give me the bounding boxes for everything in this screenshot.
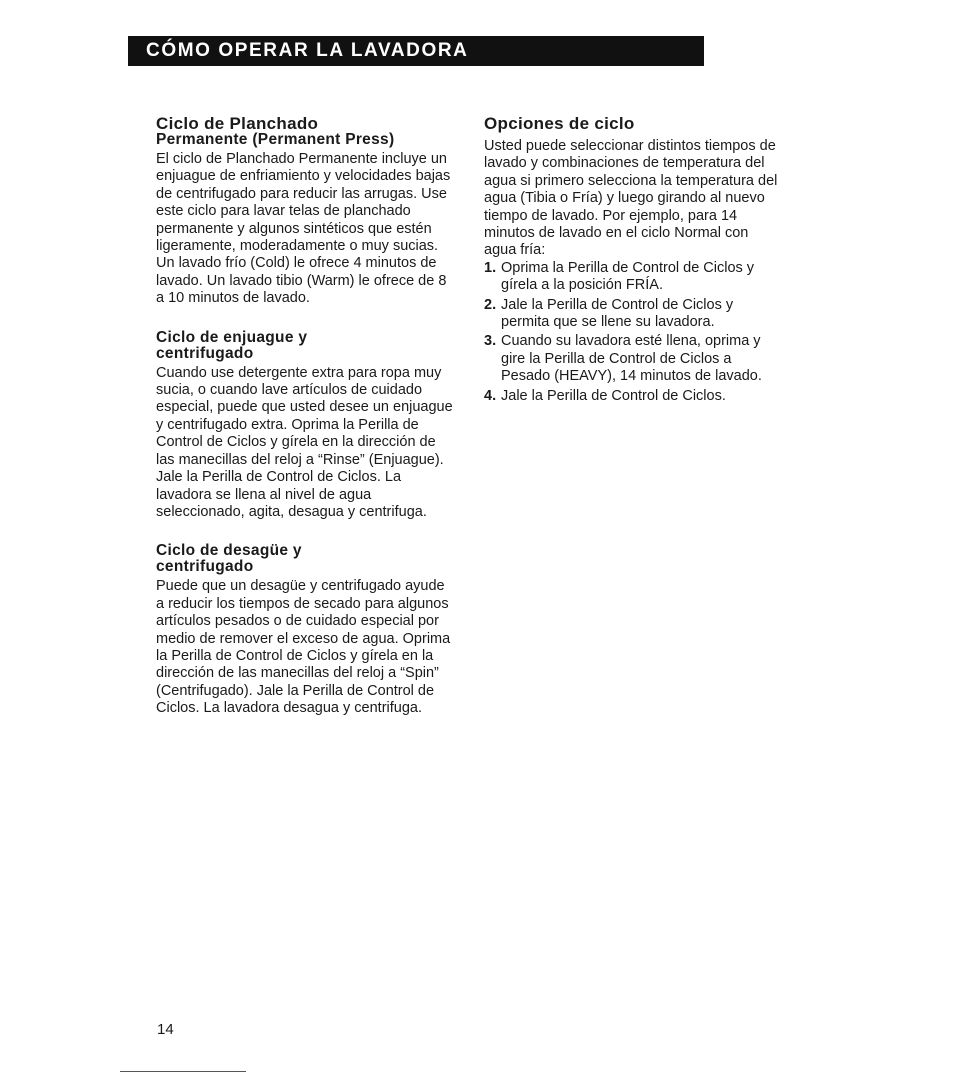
section-rinse-spin [156,330,456,522]
left-column [156,115,456,740]
step-text: Cuando su lavadora esté llena, oprima y gire la Perilla de Control de Ciclos a Pesado (HEAVY), 14 minutos de lavado. [501,333,762,385]
step-text: Jale la Perilla de Control de Ciclos. [501,387,726,404]
permanent-press-paragraph-2: Un lavado frío (Cold) le ofrece 4 minutos de lavado. Un lavado tibio (Warm) le ofrece de 8 a 10 minutos de lavado. [156,255,447,307]
rinse-spin-title-line1: Ciclo de enjuague y [156,328,308,346]
step-number: 4. [484,387,497,404]
step-item [484,260,784,295]
section-drain-spin [156,543,456,717]
step-number: 3. [484,333,497,350]
step-number: 2. [484,296,497,313]
step-item [484,297,784,332]
rinse-spin-title-line2: centrifugado [156,344,254,362]
right-column [484,115,784,427]
permanent-press-subtitle: Permanente (Permanent Press) [156,131,395,148]
footer-rule [120,1071,246,1072]
cycle-options-title: Opciones de ciclo [484,114,635,133]
drain-spin-title-line1: Ciclo de desagüe y [156,542,302,560]
step-text: Oprima la Perilla de Control de Ciclos y gírela a la posición FRÍA. [501,259,755,294]
section-banner [128,36,704,66]
step-item [484,333,784,385]
cycle-options-intro: Usted puede seleccionar distintos tiempos de lavado y combinaciones de temperatura del agua si primero selecciona la temperatura del agua (Tibia o Fría) y luego girando al nuevo tiempo de lavado. Por ejemplo, para 14 minutos de lavado en el ciclo Normal con agua fría: [484,138,778,259]
step-item [484,388,784,405]
cycle-options-steps [484,260,784,405]
section-permanent-press [156,115,456,308]
section-cycle-options [484,115,784,405]
permanent-press-paragraph-1: El ciclo de Planchado Permanente incluye un enjuague de enfriamiento y velocidades bajas de centrifugado para reducir las arrugas. Use este ciclo para lavar telas de planchado permanente y algunos sintéticos que estén ligeramente, moderadamente o muy sucias. [156,151,451,255]
rinse-spin-paragraph: Cuando use detergente extra para ropa muy sucia, o cuando lave artículos de cuidado especial, puede que usted desee un enjuague y centrifugado extra. Oprima la Perilla de Control de Ciclos y gírela en la dirección de las manecillas del reloj a “Rinse” (Enjuague). Jale la Perilla de Control de Ciclos. La lavadora se llena al nivel de agua seleccionado, agita, desagua y centrifuga. [156,364,453,520]
page-number: 14 [157,1021,174,1038]
drain-spin-title-line2: centrifugado [156,558,254,576]
drain-spin-paragraph: Puede que un desagüe y centrifugado ayude a reducir los tiempos de secado para algunos artículos pesados o de cuidado especial por medio de remover el exceso de agua. Oprima la Perilla de Control de Ciclos y gírela en la dirección de las manecillas del reloj a “Spin” (Centrifugado). Jale la Perilla de Control de Ciclos. La lavadora desagua y centrifuga. [156,578,451,717]
step-text: Jale la Perilla de Control de Ciclos y permita que se llene su lavadora. [501,296,734,331]
step-number: 1. [484,259,497,276]
banner-title: CÓMO OPERAR LA LAVADORA [146,40,469,61]
permanent-press-title: Ciclo de Planchado [156,114,319,133]
